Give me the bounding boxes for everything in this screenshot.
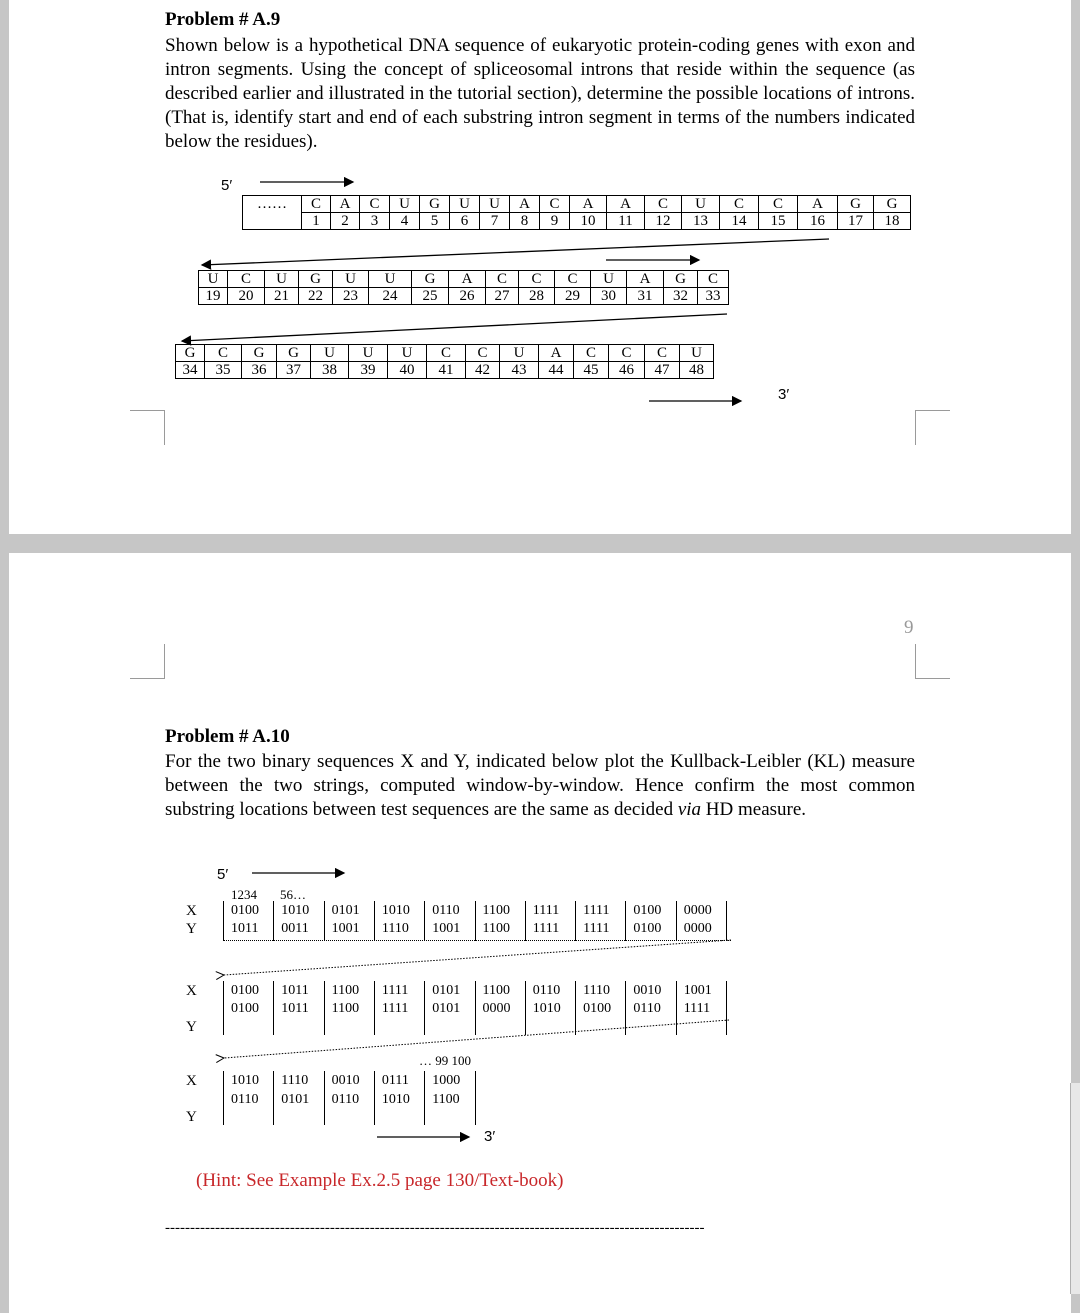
x-window: 0111 <box>381 1073 409 1088</box>
base-cell: C <box>645 196 682 213</box>
base-cell: C <box>302 196 331 213</box>
base-cell: C <box>427 345 466 362</box>
column-divider <box>475 901 476 941</box>
label-y: Y <box>186 1019 197 1035</box>
five-prime-label-b: 5′ <box>217 866 229 883</box>
base-cell: C <box>466 345 500 362</box>
x-window: 1100 <box>482 903 510 918</box>
column-divider <box>676 901 677 941</box>
base-cell: G <box>412 271 449 288</box>
position-number: 44 <box>539 362 574 379</box>
y-window: 0100 <box>231 1001 259 1016</box>
block-1-underline <box>223 940 731 941</box>
x-window: 0110 <box>432 903 460 918</box>
y-window: 1100 <box>482 921 510 936</box>
column-divider <box>273 1071 274 1125</box>
leading-ellipsis: …… <box>243 196 302 230</box>
y-window: 0110 <box>633 1001 661 1016</box>
base-cell: U <box>682 196 720 213</box>
x-window: 0100 <box>231 903 259 918</box>
base-cell: G <box>420 196 450 213</box>
position-number: 41 <box>427 362 466 379</box>
column-divider <box>324 981 325 1035</box>
y-window: 0110 <box>231 1092 259 1107</box>
position-number: 35 <box>205 362 242 379</box>
x-window: 0101 <box>432 983 461 998</box>
base-cell: U <box>680 345 714 362</box>
column-divider <box>525 901 526 941</box>
column-divider <box>676 981 677 1035</box>
y-window: 0100 <box>583 1001 612 1016</box>
position-number: 42 <box>466 362 500 379</box>
separator-line: ------------------------------------------------------------------------------------------------------------ <box>165 1220 705 1236</box>
position-number: 11 <box>607 213 645 230</box>
base-cell: A <box>449 271 486 288</box>
position-number: 48 <box>680 362 714 379</box>
base-cell: C <box>486 271 519 288</box>
x-window: 0010 <box>633 983 662 998</box>
base-cell: A <box>798 196 838 213</box>
position-number: 2 <box>331 213 360 230</box>
y-window: 1111 <box>532 921 560 936</box>
column-divider <box>223 1071 224 1125</box>
base-cell: U <box>265 271 299 288</box>
base-cell: C <box>228 271 265 288</box>
position-number: 23 <box>333 288 369 305</box>
x-window: 1100 <box>482 983 510 998</box>
y-window: 1010 <box>532 1001 561 1016</box>
column-divider <box>625 901 626 941</box>
position-number: 7 <box>480 213 510 230</box>
problem-a10-text: For the two binary sequences X and Y, indicated below plot the Kullback-Leibler (KL) measure between the two strings, computed window-by-window. Hence confirm the most common substring locations between test sequences are the same as decided via HD measure. <box>165 751 915 820</box>
base-cell: A <box>539 345 574 362</box>
base-cell: U <box>591 271 627 288</box>
column-divider <box>273 981 274 1035</box>
x-window: 1100 <box>331 983 360 998</box>
column-divider <box>374 1071 375 1125</box>
crop-mark <box>130 410 165 445</box>
position-number: 18 <box>874 213 911 230</box>
position-number: 30 <box>591 288 627 305</box>
position-number: 8 <box>510 213 540 230</box>
page-number: 9 <box>904 617 914 638</box>
sequence-row-3 <box>175 344 714 379</box>
position-number: 9 <box>540 213 570 230</box>
position-number: 39 <box>349 362 388 379</box>
y-window: 1001 <box>331 921 360 936</box>
document-page-2 <box>9 553 1071 1313</box>
index-label-end: … 99 100 <box>419 1053 471 1068</box>
base-cell: G <box>299 271 333 288</box>
base-cell: G <box>664 271 698 288</box>
column-divider <box>726 901 727 941</box>
base-cell: A <box>331 196 360 213</box>
base-cell: G <box>277 345 311 362</box>
wrap-arrow-dotted-1 <box>224 940 731 975</box>
three-prime-label: 3′ <box>778 386 790 403</box>
x-window: 0101 <box>331 903 360 918</box>
base-cell: U <box>369 271 412 288</box>
y-window: 0101 <box>281 1092 310 1107</box>
wrap-arrow-dotted-2 <box>224 1020 729 1058</box>
column-divider <box>575 901 576 941</box>
base-cell: U <box>333 271 369 288</box>
position-number: 28 <box>519 288 555 305</box>
column-divider <box>726 981 727 1035</box>
y-window: 1011 <box>231 921 259 936</box>
index-label-next: 56… <box>280 887 306 902</box>
x-window: 0110 <box>532 983 561 998</box>
label-y: Y <box>186 921 197 937</box>
position-number: 46 <box>609 362 645 379</box>
column-divider <box>374 981 375 1035</box>
x-window: 1110 <box>281 1073 309 1088</box>
label-y: Y <box>186 1109 197 1125</box>
x-window: 1000 <box>432 1073 461 1088</box>
crop-mark <box>915 410 950 445</box>
position-number: 13 <box>682 213 720 230</box>
sequence-row-1 <box>242 195 911 230</box>
position-number: 6 <box>450 213 480 230</box>
base-cell: C <box>645 345 680 362</box>
column-divider <box>625 981 626 1035</box>
base-cell: C <box>540 196 570 213</box>
x-window: 1111 <box>583 903 610 918</box>
column-divider <box>475 1071 476 1125</box>
position-number: 31 <box>627 288 664 305</box>
x-window: 1010 <box>281 903 310 918</box>
y-window: 1100 <box>432 1092 460 1107</box>
sequence-arrows <box>9 0 1071 534</box>
label-x: X <box>186 903 197 919</box>
position-number: 26 <box>449 288 486 305</box>
y-window: 0100 <box>633 921 662 936</box>
base-cell: U <box>500 345 539 362</box>
position-number: 32 <box>664 288 698 305</box>
y-window: 1011 <box>281 1001 309 1016</box>
y-window: 0011 <box>281 921 309 936</box>
base-cell: G <box>874 196 911 213</box>
position-number: 29 <box>555 288 591 305</box>
y-window: 1111 <box>683 1001 711 1016</box>
base-cell: C <box>609 345 645 362</box>
problem-a9-title: Problem # A.9 <box>165 9 281 30</box>
position-number: 24 <box>369 288 412 305</box>
wrap-arrow-1 <box>202 239 829 265</box>
position-number: 14 <box>720 213 759 230</box>
x-window: 0100 <box>231 983 259 998</box>
position-number: 15 <box>759 213 798 230</box>
position-number: 16 <box>798 213 838 230</box>
base-cell: G <box>242 345 277 362</box>
position-number: 36 <box>242 362 277 379</box>
index-label-start: 1234 <box>231 887 257 902</box>
column-divider <box>374 901 375 941</box>
sequence-row-2 <box>198 270 729 305</box>
base-cell: A <box>570 196 607 213</box>
column-divider <box>324 901 325 941</box>
x-window: 1010 <box>381 903 410 918</box>
base-cell: U <box>349 345 388 362</box>
y-window: 1010 <box>381 1092 410 1107</box>
five-prime-label: 5′ <box>221 177 233 194</box>
x-window: 1110 <box>583 983 611 998</box>
x-window: 1011 <box>281 983 309 998</box>
base-cell: C <box>698 271 729 288</box>
position-number: 1 <box>302 213 331 230</box>
problem-a9-text: Shown below is a hypothetical DNA sequence of eukaryotic protein-coding genes with exon and intron segments. Using the concept of spliceosomal introns that reside within the sequence (as described earlier and illustrated in the tutorial section), determine the possible locations of introns. (That is, identify start and end of each substring intron segment in terms of the numbers indicated below the residues). <box>165 35 915 152</box>
column-divider <box>575 981 576 1035</box>
column-divider <box>324 1071 325 1125</box>
position-number: 38 <box>311 362 349 379</box>
position-number: 27 <box>486 288 519 305</box>
label-x: X <box>186 1073 197 1089</box>
position-number: 19 <box>199 288 228 305</box>
base-cell: U <box>388 345 427 362</box>
x-window: 0100 <box>633 903 662 918</box>
position-number: 4 <box>390 213 420 230</box>
base-cell: A <box>627 271 664 288</box>
position-number: 12 <box>645 213 682 230</box>
position-number: 33 <box>698 288 729 305</box>
position-number: 22 <box>299 288 333 305</box>
y-window: 1001 <box>432 921 461 936</box>
y-window: 0000 <box>683 921 712 936</box>
base-cell: G <box>176 345 205 362</box>
base-cell: U <box>480 196 510 213</box>
base-cell: C <box>759 196 798 213</box>
x-window: 1111 <box>532 903 560 918</box>
base-cell: C <box>205 345 242 362</box>
wrap-arrow-2 <box>182 314 727 341</box>
x-window: 0010 <box>331 1073 360 1088</box>
column-divider <box>223 901 224 941</box>
base-cell: U <box>311 345 349 362</box>
position-number: 45 <box>574 362 609 379</box>
base-cell: A <box>607 196 645 213</box>
position-number: 47 <box>645 362 680 379</box>
position-number: 37 <box>277 362 311 379</box>
position-number: 43 <box>500 362 539 379</box>
base-cell: C <box>720 196 759 213</box>
y-window: 1111 <box>381 1001 409 1016</box>
three-prime-label-b: 3′ <box>484 1128 496 1145</box>
y-window: 0110 <box>331 1092 360 1107</box>
column-divider <box>475 981 476 1035</box>
y-window: 1110 <box>381 921 409 936</box>
base-cell: U <box>199 271 228 288</box>
position-number: 10 <box>570 213 607 230</box>
position-number: 40 <box>388 362 427 379</box>
position-number: 20 <box>228 288 265 305</box>
column-divider <box>273 901 274 941</box>
column-divider <box>424 1071 425 1125</box>
y-window: 1111 <box>583 921 610 936</box>
base-cell: C <box>360 196 390 213</box>
y-window: 0000 <box>482 1001 511 1016</box>
hint-text: (Hint: See Example Ex.2.5 page 130/Text-book) <box>196 1170 564 1191</box>
position-number: 5 <box>420 213 450 230</box>
label-x: X <box>186 983 197 999</box>
y-window: 0101 <box>432 1001 461 1016</box>
base-cell: U <box>390 196 420 213</box>
column-divider <box>424 981 425 1035</box>
column-divider <box>424 901 425 941</box>
base-cell: C <box>574 345 609 362</box>
column-divider <box>525 981 526 1035</box>
document-page-1 <box>9 0 1071 534</box>
x-window: 0000 <box>683 903 712 918</box>
x-window: 1001 <box>683 983 712 998</box>
y-window: 1100 <box>331 1001 360 1016</box>
position-number: 34 <box>176 362 205 379</box>
position-number: 3 <box>360 213 390 230</box>
problem-a10-title: Problem # A.10 <box>165 726 290 747</box>
column-divider <box>223 981 224 1035</box>
base-cell: C <box>555 271 591 288</box>
position-number: 17 <box>838 213 874 230</box>
position-number: 21 <box>265 288 299 305</box>
base-cell: G <box>838 196 874 213</box>
x-window: 1010 <box>231 1073 259 1088</box>
base-cell: U <box>450 196 480 213</box>
x-window: 1111 <box>381 983 409 998</box>
vertical-scrollbar[interactable] <box>1070 1083 1080 1294</box>
base-cell: C <box>519 271 555 288</box>
base-cell: A <box>510 196 540 213</box>
position-number: 25 <box>412 288 449 305</box>
